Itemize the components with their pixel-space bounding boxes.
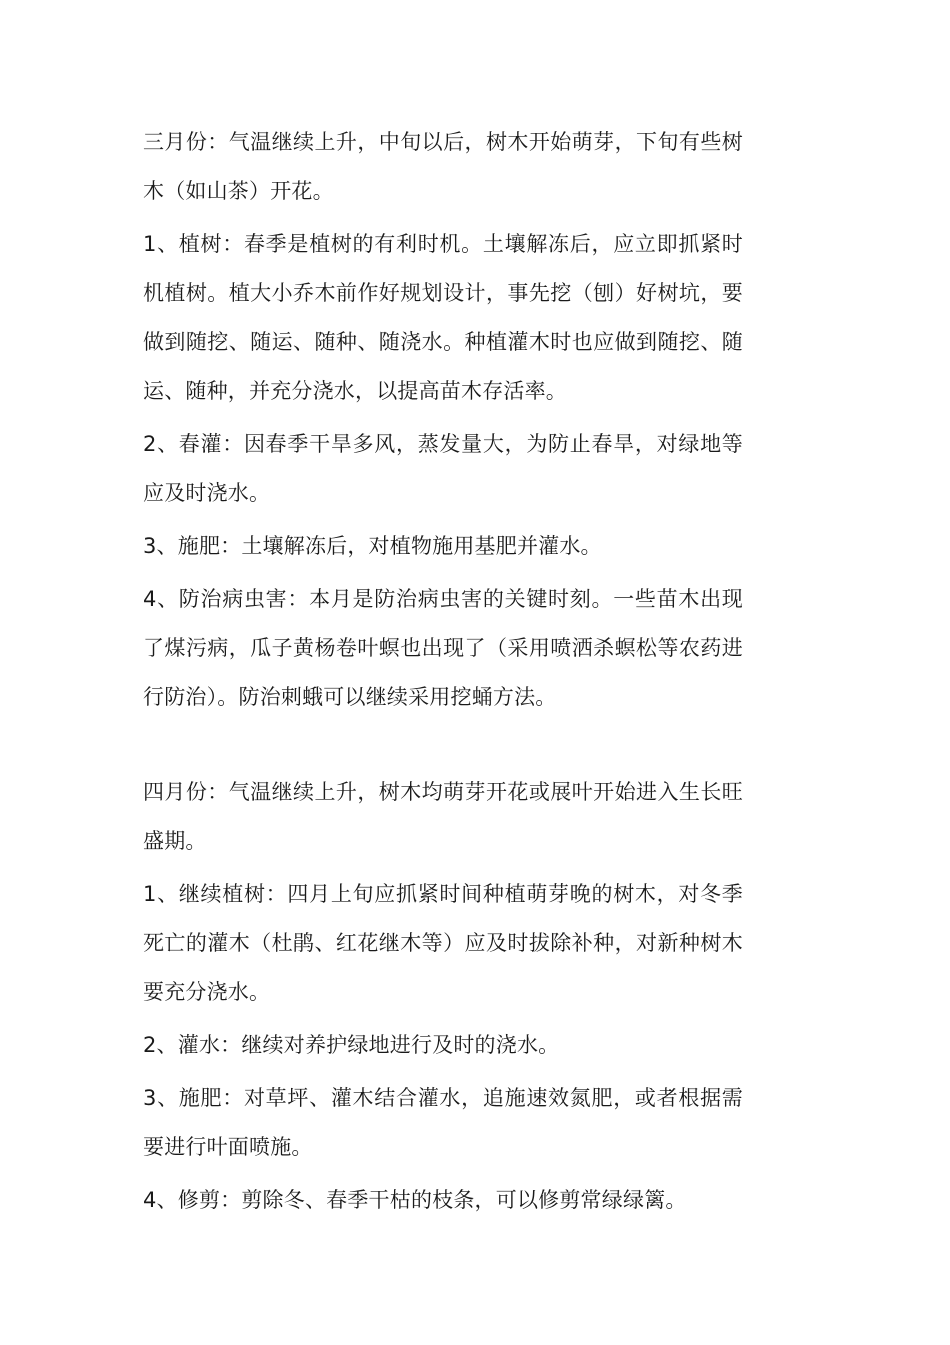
- section-divider-space: [143, 722, 743, 768]
- section-april-item-3: 3、施肥：对草坪、灌木结合灌水，追施速效氮肥，或者根据需要进行叶面喷施。: [143, 1086, 743, 1159]
- section-march-item-4: 4、防治病虫害：本月是防治病虫害的关键时刻。一些苗木出现了煤污病，瓜子黄杨卷叶螟也出现了（采用喷洒杀螟松等农药进行防治）。防治刺蛾可以继续采用挖蛹方法。: [143, 587, 743, 709]
- section-april-item-1: 1、继续植树：四月上旬应抓紧时间种植萌芽晚的树木，对冬季死亡的灌木（杜鹃、红花继木等）应及时拔除补种，对新种树木要充分浇水。: [143, 882, 743, 1004]
- section-march: [143, 118, 743, 722]
- document-body: [143, 118, 743, 1225]
- section-march-item-1: 1、植树：春季是植树的有利时机。土壤解冻后，应立即抓紧时机植树。植大小乔木前作好规划设计，事先挖（刨）好树坑，要做到随挖、随运、随种、随浇水。种植灌木时也应做到随挖、随运、随种，并充分浇水，以提高苗木存活率。: [143, 232, 743, 403]
- section-march-item-3: 3、施肥：土壤解冻后，对植物施用基肥并灌水。: [143, 534, 602, 558]
- section-april-intro: 四月份：气温继续上升，树木均萌芽开花或展叶开始进入生长旺盛期。: [143, 780, 743, 853]
- section-march-intro: 三月份：气温继续上升，中旬以后，树木开始萌芽，下旬有些树木（如山茶）开花。: [143, 130, 743, 203]
- section-april-item-4: 4、修剪：剪除冬、春季干枯的枝条，可以修剪常绿绿篱。: [143, 1188, 687, 1212]
- section-april: [143, 768, 743, 1225]
- section-march-item-2: 2、春灌：因春季干旱多风，蒸发量大，为防止春旱，对绿地等应及时浇水。: [143, 432, 743, 505]
- section-april-item-2: 2、灌水：继续对养护绿地进行及时的浇水。: [143, 1033, 560, 1057]
